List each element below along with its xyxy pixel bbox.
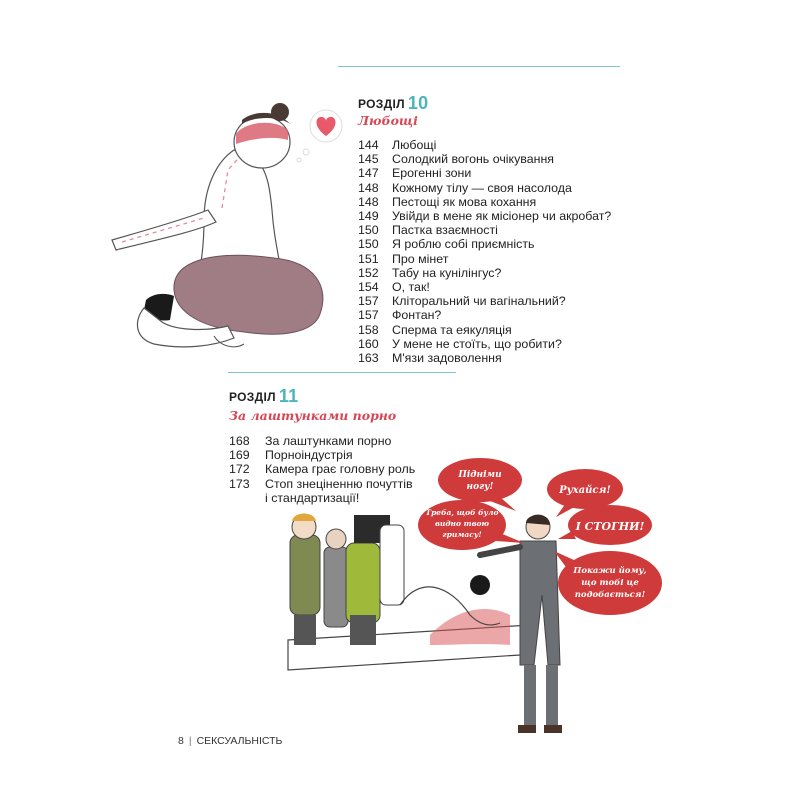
chapter-number: 11 (278, 386, 299, 406)
toc-entry-title: Камера грає головну роль (265, 462, 416, 477)
speech-bubble-moan (558, 505, 652, 545)
toc-entry (229, 434, 415, 448)
toc-entry (358, 266, 611, 280)
speech-bubble-show-him (554, 551, 662, 615)
toc-page-number: 150 (358, 223, 379, 238)
footer-separator: | (188, 735, 192, 747)
bubble-text: І СТОГНИ! (575, 520, 645, 533)
chapter-11-heading (229, 386, 298, 407)
bubble-text: гримасу! (442, 530, 482, 539)
toc-page-number: 151 (358, 251, 379, 266)
toc-entry (358, 280, 611, 294)
heart-thought-bubble (297, 110, 342, 162)
toc-entry (358, 195, 611, 209)
middle-divider-line (228, 372, 456, 373)
toc-page-number: 154 (358, 280, 379, 295)
chapter-label: РОЗДІЛ (229, 390, 276, 404)
toc-page-number: 147 (358, 166, 379, 181)
toc-page-number: 157 (358, 294, 379, 309)
bubble-text: що тобі це (581, 578, 639, 588)
toc-entry-title: Табу на кунілінгус? (392, 265, 502, 280)
toc-entry-title: Солодкий вогонь очікування (392, 152, 555, 167)
toc-entry-title: Любощі (392, 138, 437, 152)
page-footer (178, 735, 282, 747)
toc-page-number: 145 (358, 152, 379, 167)
toc-page-number: 148 (358, 194, 379, 209)
bubble-text: Треба, щоб було (425, 508, 499, 517)
toc-entry-title: Про мінет (392, 251, 449, 266)
toc-entry (358, 166, 611, 180)
page-number: 8 (178, 735, 184, 747)
toc-entry-title: і стандартизації! (265, 490, 360, 505)
bubble-text: подобається! (574, 590, 646, 600)
toc-entry-title: Порноіндустрія (265, 448, 353, 463)
chapter-10-heading (358, 93, 428, 114)
toc-entry-title: Ерогенні зони (392, 166, 472, 181)
toc-entry-title: Увійди в мене як місіонер чи акробат? (392, 209, 612, 224)
toc-page-number: 160 (358, 336, 379, 351)
chapter-10-title: Любощі (358, 113, 418, 128)
bubble-text: видно твою (434, 519, 490, 528)
bubble-text: Підніми (458, 470, 502, 480)
toc-page-number: 148 (358, 180, 379, 195)
crew-group (290, 514, 404, 646)
toc-entry (358, 351, 611, 365)
toc-entry (358, 209, 611, 223)
bubble-text: ногу! (466, 482, 494, 492)
film-set-illustration (280, 455, 680, 745)
toc-entry-title: Пастка взаємності (392, 223, 498, 238)
toc-entry (358, 308, 611, 322)
toc-entry (358, 337, 611, 351)
toc-entry (358, 237, 611, 251)
toc-entry-title: Кожному тілу — своя насолода (392, 180, 572, 195)
chapter-number: 10 (407, 93, 429, 113)
toc-entry (358, 138, 611, 152)
top-divider-line (338, 66, 620, 67)
toc-page-number: 173 (229, 476, 250, 491)
book-title: СЕКСУАЛЬНІСТЬ (196, 735, 283, 747)
toc-entry (358, 181, 611, 195)
toc-page-number: 157 (358, 308, 379, 323)
toc-page-number: 168 (229, 434, 250, 448)
toc-page-number: 158 (358, 322, 379, 337)
toc-entry (358, 323, 611, 337)
chapter-11-title: За лаштунками порно (229, 408, 397, 423)
toc-page-number: 152 (358, 265, 379, 280)
chapter-10-toc (358, 138, 611, 365)
toc-entry-title: Кліторальний чи вагінальний? (392, 294, 566, 309)
toc-page-number: 150 (358, 237, 379, 252)
toc-entry-title: М'язи задоволення (392, 351, 502, 366)
toc-entry-title: У мене не стоїть, що робити? (392, 336, 562, 351)
bubble-text: Покажи йому, (573, 566, 647, 576)
toc-page-number (229, 491, 265, 505)
toc-entry (358, 252, 611, 266)
toc-entry-title: За лаштунками порно (265, 434, 392, 448)
toc-page-number: 144 (358, 138, 379, 152)
bubble-text: Рухайся! (559, 485, 611, 496)
toc-entry-title: Стоп знеціненню почуттів (265, 476, 413, 491)
toc-entry-title: Сперма та еякуляція (392, 322, 512, 337)
toc-entry-title: О, так! (392, 280, 430, 295)
toc-entry-title: Фонтан? (392, 308, 442, 323)
chapter-label: РОЗДІЛ (358, 97, 405, 111)
toc-entry (358, 223, 611, 237)
toc-entry-title: Я роблю собі приємність (392, 237, 535, 252)
toc-page-number: 163 (358, 351, 379, 366)
toc-page-number: 169 (229, 448, 250, 463)
toc-page-number: 172 (229, 462, 250, 477)
sitting-woman-illustration (104, 100, 344, 355)
toc-page-number: 149 (358, 209, 379, 224)
toc-entry-title: Пестощі як мова кохання (392, 194, 537, 209)
toc-entry (358, 152, 611, 166)
toc-entry (358, 294, 611, 308)
